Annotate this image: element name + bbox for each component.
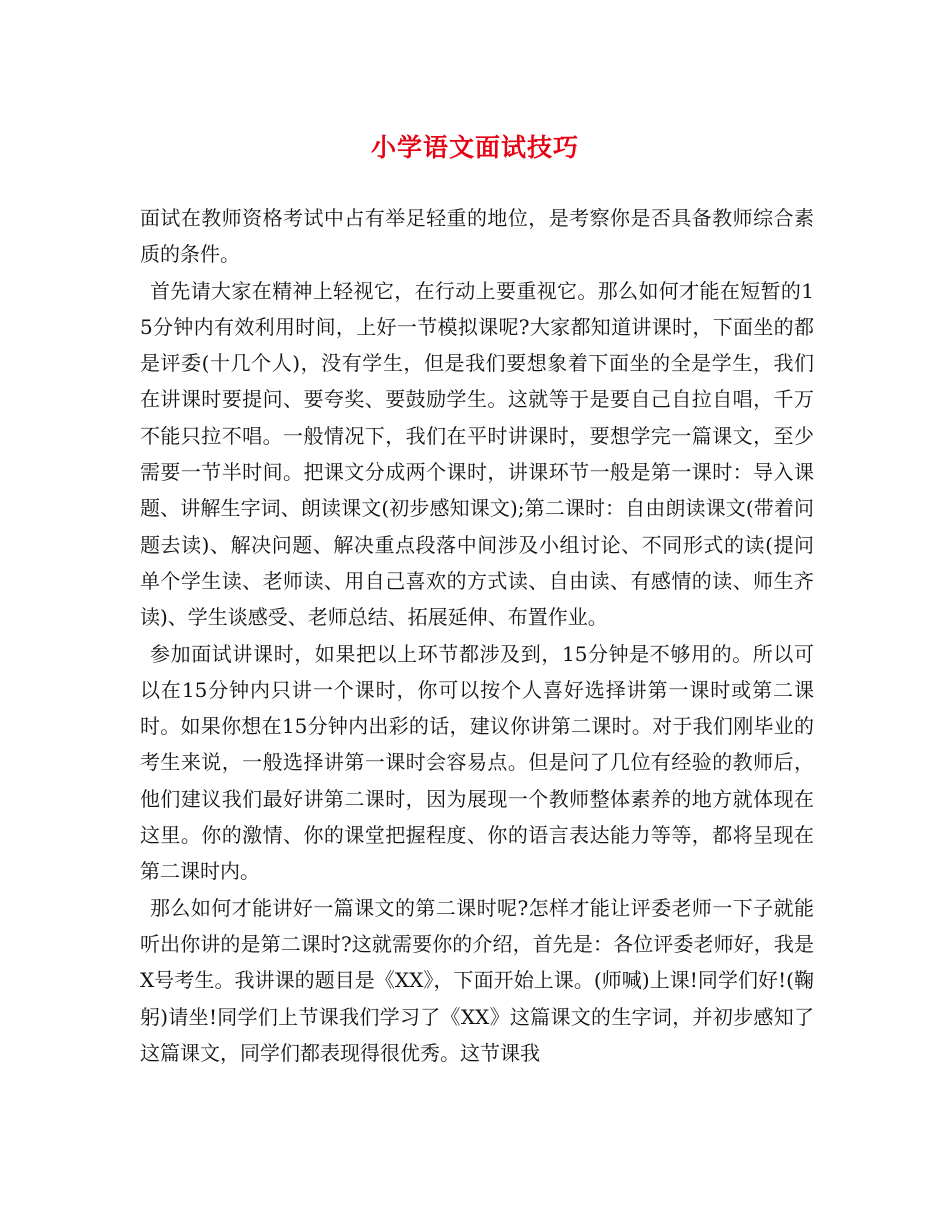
paragraph-lesson-choice: 参加面试讲课时，如果把以上环节都涉及到，15分钟是不够用的。所以可以在15分钟内只讲一个课时，你可以按个人喜好选择讲第一课时或第二课时。如果你想在15分钟内出彩的话，建议你讲第二课时。对于我们刚毕业的考生来说，一般选择讲第一课时会容易点。但是问了几位有经验的教师后，他们建议我们最好讲第二课时，因为展现一个教师整体素养的地方就体现在这里。你的激情、你的课堂把握程度、你的语言表达能力等等，都将呈现在第二课时内。 xyxy=(140,641,814,884)
document-body xyxy=(140,200,814,1071)
paragraph-intro: 面试在教师资格考试中占有举足轻重的地位，是考察你是否具备教师综合素质的条件。 xyxy=(140,206,814,267)
document-title: 小学语文面试技巧 xyxy=(370,133,579,162)
paragraph-lesson-structure: 首先请大家在精神上轻视它，在行动上要重视它。那么如何才能在短暂的15分钟内有效利用时间，上好一节模拟课呢?大家都知道讲课时，下面坐的都是评委(十几个人)，没有学生，但是我们要想象着下面坐的全是学生，我们在讲课时要提问、要夸奖、要鼓励学生。这就等于是要自己自拉自唱，千万不能只拉不唱。一般情况下，我们在平时讲课时，要想学完一篇课文，至少需要一节半时间。把课文分成两个课时，讲课环节一般是第一课时：导入课题、讲解生字词、朗读课文(初步感知课文);第二课时：自由朗读课文(带着问题去读)、解决问题、解决重点段落中间涉及小组讨论、不同形式的读(提问单个学生读、老师读、用自己喜欢的方式读、自由读、有感情的读、师生齐读)、学生谈感受、老师总结、拓展延伸、布置作业。 xyxy=(140,278,814,630)
paragraph-second-lesson: 那么如何才能讲好一篇课文的第二课时呢?怎样才能让评委老师一下子就能听出你讲的是第二课时?这就需要你的介绍，首先是：各位评委老师好，我是X号考生。我讲课的题目是《XX》，下面开始上课。(师喊)上课!同学们好!(鞠躬)请坐!同学们上节课我们学习了《XX》这篇课文的生字词，并初步感知了这篇课文，同学们都表现得很优秀。这节课我 xyxy=(140,895,814,1065)
